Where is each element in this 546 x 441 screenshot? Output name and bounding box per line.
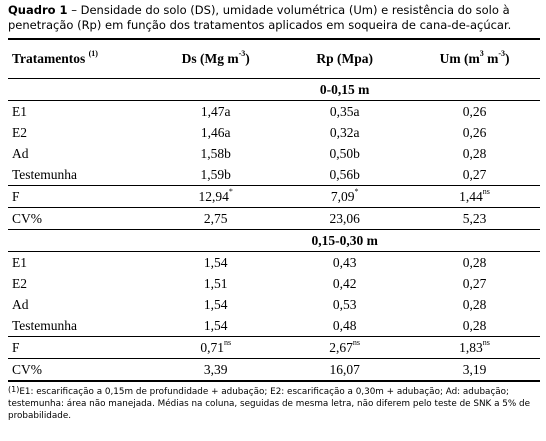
header-um-sup1: 3	[479, 49, 484, 58]
cell-cv-um: 3,19	[409, 359, 540, 382]
cell-rp: 0,50b	[329, 145, 360, 161]
cell-cv-label: CV%	[8, 208, 151, 230]
f-row	[8, 186, 540, 208]
cell-treatment: Testemunha	[12, 317, 78, 333]
cell-rp: 0,53	[332, 296, 357, 312]
cell-um: 0,27	[462, 166, 487, 182]
cell-rp: 0,48	[332, 317, 357, 333]
cell-f-ds	[151, 186, 280, 208]
caption-text: – Densidade do solo (DS), umidade volumétrica (Um) e resistência do solo à penetração (Rp) em função dos tratamentos aplicados em soqueira de cana-de-açúcar.	[8, 3, 512, 32]
cell-rp: 0,35a	[280, 101, 409, 123]
cell-treatment: E1	[8, 101, 151, 123]
f-um-sig: ns	[482, 186, 490, 196]
table-row	[8, 122, 540, 143]
section-header	[8, 230, 540, 252]
caption-label: Quadro 1	[8, 3, 68, 17]
cell-cv-ds: 3,39	[151, 359, 280, 382]
cell-ds: 1,51	[203, 275, 228, 291]
cell-ds: 1,54	[203, 296, 228, 312]
header-ds-label: Ds (Mg m	[181, 51, 239, 66]
f-um-value: 1,44	[459, 188, 483, 204]
cell-cv-rp: 16,07	[280, 359, 409, 382]
cell-um: 0,27	[462, 275, 487, 291]
cell-rp: 0,42	[332, 275, 357, 291]
cell-treatment: Ad	[12, 296, 29, 312]
cell-f-label: F	[8, 337, 151, 359]
cell-ds: 1,47a	[151, 101, 280, 123]
table-caption	[8, 3, 540, 33]
section-depth: 0,15-0,30 m	[280, 230, 409, 252]
cell-ds: 1,54	[151, 252, 280, 274]
footnote-marker: (1)	[8, 385, 20, 394]
cell-um: 0,26	[409, 101, 540, 123]
cell-f-um	[409, 337, 540, 359]
cell-treatment: E1	[8, 252, 151, 274]
data-table	[8, 38, 540, 382]
header-ds	[151, 39, 280, 79]
cell-treatment: Ad	[12, 145, 29, 161]
cell-cv-ds: 2,75	[151, 208, 280, 230]
footnote-text: E1: escarificação a 0,15m de profundidade + adubação; E2: escarificação a 0,30m + adubação; Ad: adubação; testemunha: área não manejada. Médias na coluna, seguidas de mesma letra, não diferem pelo teste de SNK a 5% de probabilidade.	[8, 387, 531, 421]
cell-f-label: F	[8, 186, 151, 208]
header-tratamentos-label: Tratamentos	[12, 51, 86, 66]
cell-um: 0,26	[462, 124, 487, 140]
cell-um: 0,28	[462, 317, 487, 333]
header-um-end: )	[505, 51, 510, 66]
f-ds-value: 12,94	[198, 188, 229, 204]
f-row	[8, 337, 540, 359]
cell-um: 0,28	[409, 252, 540, 274]
header-ds-end: )	[245, 51, 250, 66]
cell-treatment: Testemunha	[12, 166, 78, 182]
section-header	[8, 79, 540, 101]
cell-f-rp	[280, 337, 409, 359]
header-tratamentos-note: (1)	[88, 49, 98, 58]
header-um-sup2: -3	[498, 49, 506, 58]
header-ds-sup: -3	[238, 49, 246, 58]
cv-row	[8, 359, 540, 382]
table-row	[8, 315, 540, 337]
cell-cv-label: CV%	[8, 359, 151, 382]
cell-ds: 1,59b	[200, 166, 231, 182]
f-rp-sig: *	[354, 186, 359, 196]
f-um-value: 1,83	[459, 339, 483, 355]
cell-f-rp	[280, 186, 409, 208]
header-um-label: Um (m	[439, 51, 480, 66]
f-ds-sig: *	[228, 186, 233, 196]
cell-ds: 1,46a	[200, 124, 231, 140]
table-row	[8, 143, 540, 164]
cell-treatment: E2	[12, 275, 27, 291]
cell-treatment: E2	[12, 124, 27, 140]
cell-um: 0,28	[462, 145, 487, 161]
header-rp: Rp (Mpa)	[280, 39, 409, 79]
f-ds-value: 0,71	[200, 339, 224, 355]
cell-ds: 1,54	[203, 317, 228, 333]
f-rp-sig: ns	[352, 337, 361, 347]
section-depth: 0-0,15 m	[280, 79, 409, 101]
header-um-mid: m	[483, 51, 499, 66]
table-row	[8, 164, 540, 186]
cell-f-ds	[151, 337, 280, 359]
table-row	[8, 294, 540, 315]
header-tratamentos	[8, 39, 151, 79]
table-row	[8, 273, 540, 294]
f-rp-value: 2,67	[329, 339, 353, 355]
table-row	[8, 101, 540, 123]
cell-rp: 0,56b	[329, 166, 360, 182]
f-rp-value: 7,09	[330, 188, 355, 204]
cell-um: 0,28	[462, 296, 487, 312]
cv-row	[8, 208, 540, 230]
f-um-sig: ns	[482, 337, 490, 347]
cell-cv-um: 5,23	[409, 208, 540, 230]
cell-cv-rp: 23,06	[280, 208, 409, 230]
cell-f-um	[409, 186, 540, 208]
cell-rp: 0,43	[280, 252, 409, 274]
table-footnote	[8, 386, 540, 422]
cell-rp: 0,32a	[329, 124, 360, 140]
cell-ds: 1,58b	[200, 145, 231, 161]
f-ds-sig: ns	[223, 337, 232, 347]
header-um	[409, 39, 540, 79]
header-row	[8, 39, 540, 79]
table-row	[8, 252, 540, 274]
